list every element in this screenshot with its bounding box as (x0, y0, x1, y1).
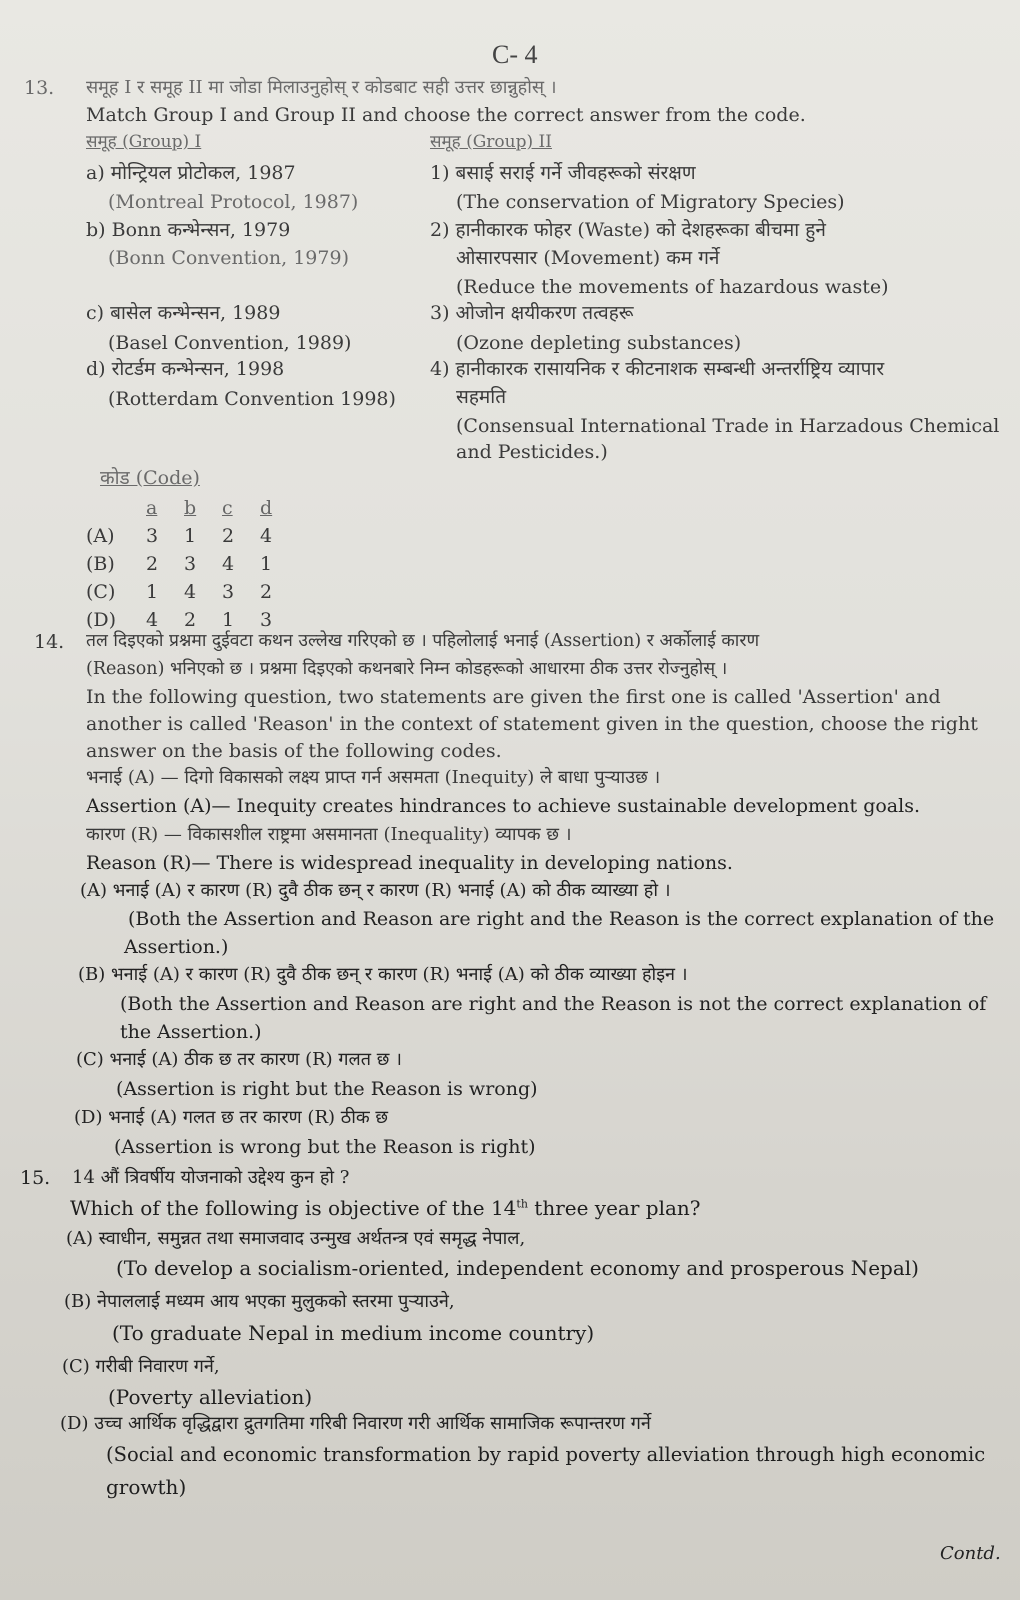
group-2-item-2-english: (Reduce the movements of hazardous waste) (456, 276, 889, 298)
code-cell: 4 (260, 524, 273, 547)
code-row-label: (D) (86, 608, 117, 631)
q14-option-a-english-1: (Both the Assertion and Reason are right and the Reason is the correct explanation of the (128, 908, 995, 930)
code-col-d: d (260, 496, 273, 519)
code-col-a: a (146, 496, 158, 519)
q15-option-b-nepali: (B) नेपाललाई मध्यम आय भएका मुलुकको स्तरमा पुर्‍याउने, (64, 1291, 455, 1312)
group-2-item-3-english: (Ozone depleting substances) (456, 332, 742, 354)
q14-option-a-english-2: Assertion.) (124, 936, 229, 958)
q14-option-c-nepali: (C) भनाई (A) ठीक छ तर कारण (R) गलत छ । (76, 1049, 402, 1070)
assertion-english: Assertion (A)— Inequity creates hindrances to achieve sustainable development goals. (86, 795, 920, 817)
code-row-C (86, 578, 298, 606)
question-15-number: 15. (20, 1167, 51, 1189)
code-cell: 2 (184, 608, 197, 631)
group-2-item-4-english-cont: and Pesticides.) (456, 441, 608, 463)
q14-option-b-english-2: the Assertion.) (120, 1021, 262, 1043)
code-row-label: (A) (86, 524, 115, 547)
code-row-label: (C) (86, 580, 116, 603)
code-cell: 1 (184, 524, 197, 547)
group-2-item-2-nepali: 2) हानीकारक फोहर (Waste) को देशहरूका बीचमा हुने (430, 219, 826, 241)
group-1-item-c-nepali: c) बासेल कन्भेन्सन, 1989 (86, 302, 281, 324)
q15-option-c-english: (Poverty alleviation) (108, 1385, 313, 1409)
group-1-item-c-english: (Basel Convention, 1989) (108, 332, 352, 354)
code-cell: 2 (222, 524, 235, 547)
q15-option-a-nepali: (A) स्वाधीन, समुन्नत तथा समाजवाद उन्मुख अर्थतन्त्र एवं समृद्ध नेपाल, (66, 1228, 526, 1249)
question-13-instruction-nepali: समूह I र समूह II मा जोडा मिलाउनुहोस् र कोडबाट सही उत्तर छान्नुहोस् । (86, 77, 557, 98)
continued-note: Contd. (940, 1543, 1001, 1564)
group-1-heading: समूह (Group) I (86, 132, 202, 152)
assertion-nepali: भनाई (A) — दिगो विकासको लक्ष्य प्राप्त गर्न असमता (Inequity) ले बाधा पुर्‍याउछ । (86, 767, 661, 788)
code-cell: 1 (146, 580, 159, 603)
q15-option-d-english-2: growth) (106, 1475, 187, 1499)
reason-english: Reason (R)— There is widespread inequality in developing nations. (86, 852, 733, 874)
code-cell: 3 (146, 524, 159, 547)
page-label: C- 4 (492, 40, 538, 69)
question-15-nepali: 14 औं त्रिवर्षीय योजनाको उद्देश्य कुन हो ? (72, 1167, 350, 1188)
code-cell: 4 (222, 552, 235, 575)
group-2-item-1-english: (The conservation of Migratory Species) (456, 191, 845, 213)
code-col-c: c (222, 496, 233, 519)
question-15-english (70, 1195, 701, 1221)
code-heading: कोड (Code) (100, 467, 200, 489)
code-cell: 1 (260, 552, 273, 575)
code-cell: 1 (222, 608, 235, 631)
code-cell: 3 (260, 608, 273, 631)
question-15-english-text: Which of the following is objective of the 14 (70, 1196, 517, 1220)
code-row-B (86, 550, 298, 578)
q15-option-d-english-1: (Social and economic transformation by rapid poverty alleviation through high economic (106, 1443, 986, 1466)
answer-code-table (86, 494, 298, 634)
q15-option-b-english: (To graduate Nepal in medium income country) (112, 1321, 595, 1345)
code-cell: 4 (146, 608, 159, 631)
group-2-item-2-nepali-cont: ओसारपसार (Movement) कम गर्ने (456, 247, 720, 269)
code-row-A (86, 522, 298, 550)
q15-option-a-english: (To develop a socialism-oriented, independent economy and prosperous Nepal) (116, 1256, 919, 1280)
reason-nepali: कारण (R) — विकासशील राष्ट्रमा असमानता (Inequality) व्यापक छ । (86, 824, 572, 845)
code-table-header (86, 494, 298, 522)
q14-option-a-nepali: (A) भनाई (A) र कारण (R) दुवै ठीक छन् र कारण (R) भनाई (A) को ठीक व्याख्या हो । (80, 880, 671, 901)
group-1-item-b-nepali: b) Bonn कन्भेन्सन, 1979 (86, 219, 291, 241)
code-cell: 4 (184, 580, 197, 603)
group-1-item-a-nepali: a) मोन्ट्रियल प्रोटोकल, 1987 (86, 162, 296, 184)
question-14-intro-english-2: another is called 'Reason' in the context of statement given in the question, choose the right (86, 713, 978, 735)
question-14-number: 14. (34, 631, 65, 653)
q14-option-b-nepali: (B) भनाई (A) र कारण (R) दुवै ठीक छन् र कारण (R) भनाई (A) को ठीक व्याख्या होइन । (78, 964, 688, 985)
group-1-item-d-nepali: d) रोटर्डम कन्भेन्सन, 1998 (86, 358, 285, 380)
code-cell: 3 (184, 552, 197, 575)
q15-option-c-nepali: (C) गरीबी निवारण गर्ने, (62, 1356, 220, 1377)
question-14-intro-english-1: In the following question, two statements are given the first one is called 'Assertion' and (86, 686, 941, 708)
group-2-item-4-nepali: 4) हानीकारक रासायनिक र कीटनाशक सम्बन्धी अन्तर्राष्ट्रिय व्यापार (430, 358, 885, 380)
group-2-item-4-nepali-cont: सहमति (456, 386, 507, 408)
q14-option-c-english: (Assertion is right but the Reason is wrong) (116, 1078, 538, 1100)
group-2-item-1-nepali: 1) बसाई सराई गर्ने जीवहरूको संरक्षण (430, 162, 696, 184)
question-14-intro-english-3: answer on the basis of the following codes. (86, 740, 502, 762)
group-2-item-4-english: (Consensual International Trade in Harzadous Chemical (456, 415, 1000, 437)
question-15-superscript: th (516, 1197, 528, 1211)
code-cell: 2 (146, 552, 159, 575)
code-row-label: (B) (86, 552, 115, 575)
group-1-item-a-english: (Montreal Protocol, 1987) (108, 191, 359, 213)
q14-option-d-nepali: (D) भनाई (A) गलत छ तर कारण (R) ठीक छ (74, 1107, 389, 1128)
q14-option-d-english: (Assertion is wrong but the Reason is right) (114, 1136, 536, 1158)
group-2-item-3-nepali: 3) ओजोन क्षयीकरण तत्वहरू (430, 302, 634, 324)
question-13-number: 13. (24, 77, 55, 99)
group-1-item-d-english: (Rotterdam Convention 1998) (108, 388, 396, 410)
group-1-item-b-english: (Bonn Convention, 1979) (108, 247, 349, 269)
question-14-intro-nepali-1: तल दिइएको प्रश्नमा दुईवटा कथन उल्लेख गरिएको छ । पहिलोलाई भनाई (Assertion) र अर्कोलाई कारण (86, 631, 760, 651)
q15-option-d-nepali: (D) उच्च आर्थिक वृद्धिद्वारा द्रुतगतिमा गरिबी निवारण गरी आर्थिक सामाजिक रूपान्तरण गर्ने (60, 1413, 651, 1434)
question-14-intro-nepali-2: (Reason) भनिएको छ । प्रश्नमा दिइएको कथनबारे निम्न कोडहरूको आधारमा ठीक उत्तर रोज्नुहोस् । (86, 659, 728, 679)
question-15-english-text-end: three year plan? (527, 1196, 701, 1220)
code-cell: 3 (222, 580, 235, 603)
q14-option-b-english-1: (Both the Assertion and Reason are right and the Reason is not the correct explanation of (120, 993, 987, 1015)
group-2-heading: समूह (Group) II (430, 132, 552, 152)
question-13-instruction-english: Match Group I and Group II and choose the correct answer from the code. (86, 104, 806, 126)
code-cell: 2 (260, 580, 273, 603)
code-col-b: b (184, 496, 197, 519)
